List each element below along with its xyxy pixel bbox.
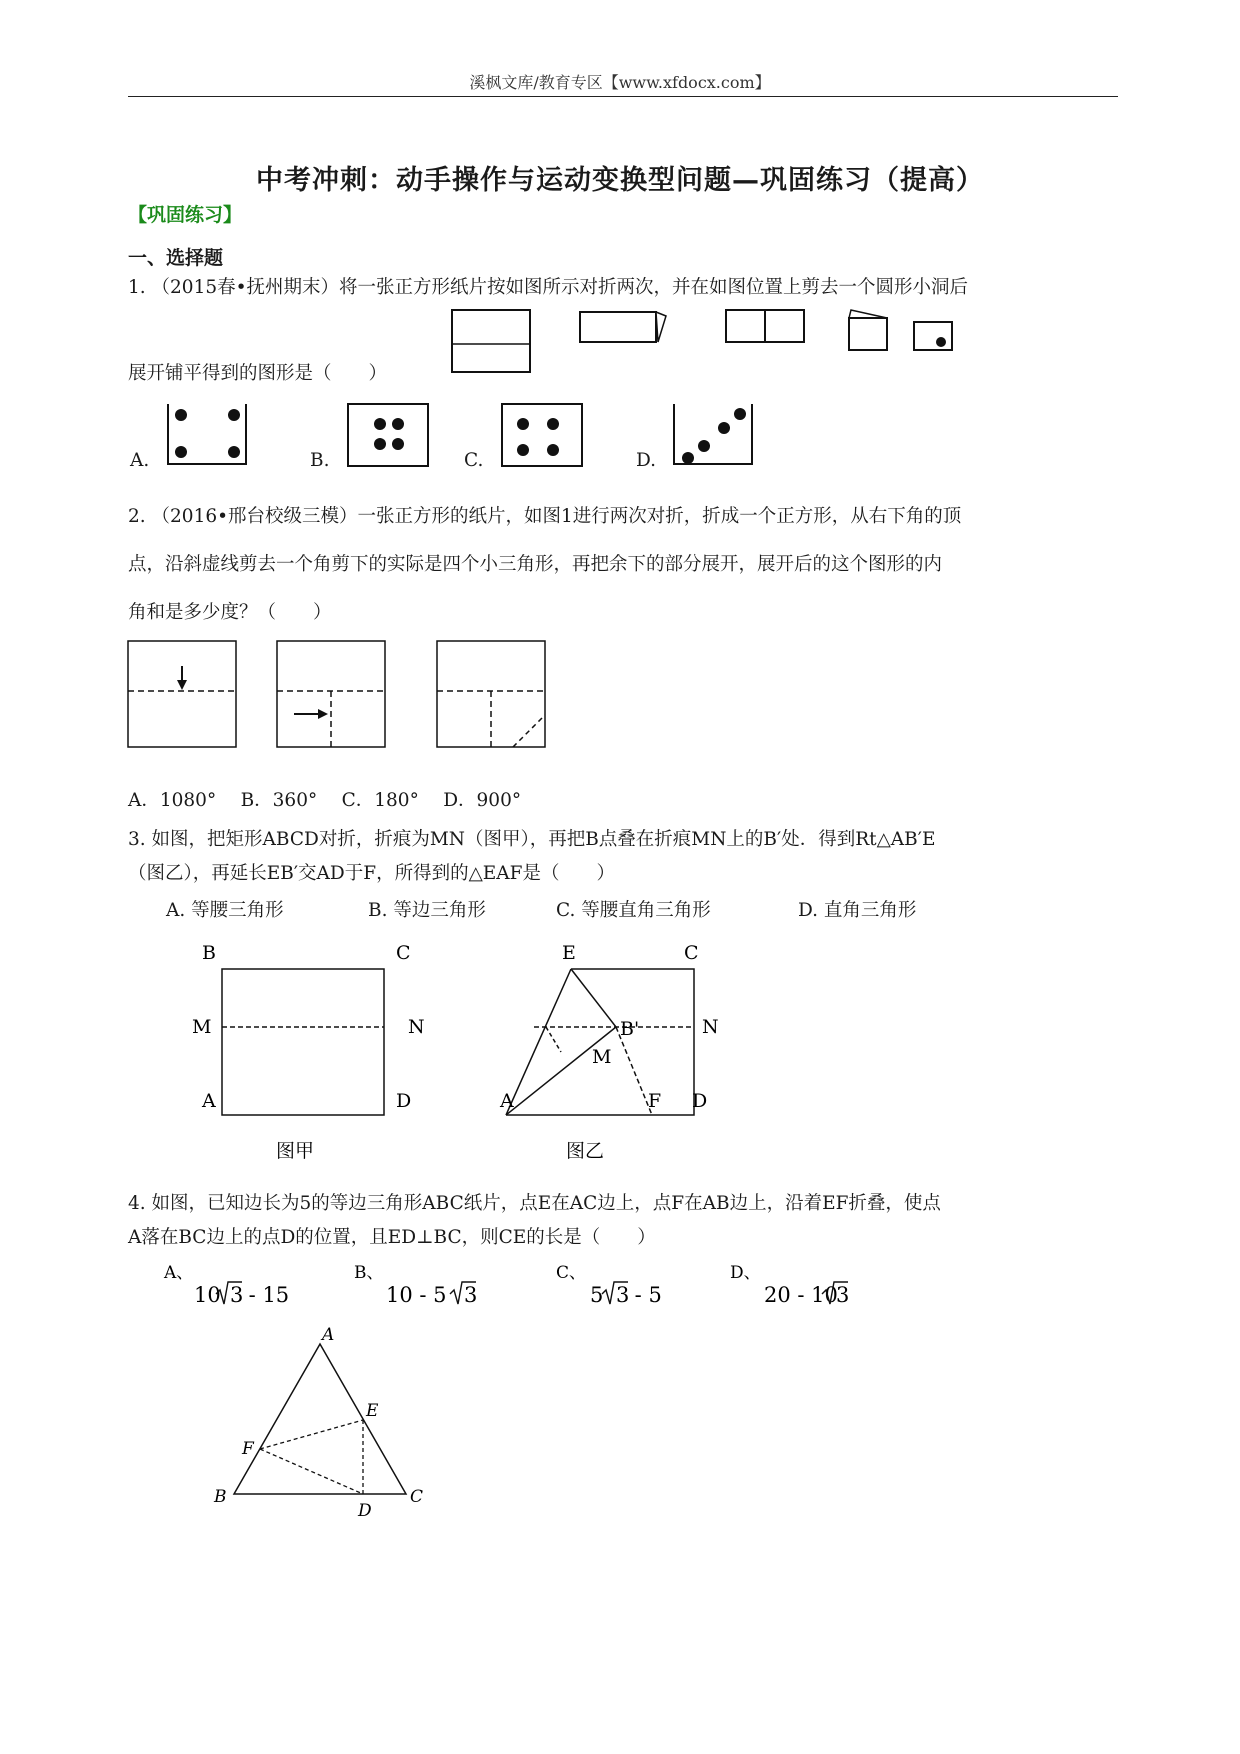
point-c-label: C — [396, 942, 411, 964]
q2-line3: 角和是多少度？（ ） — [128, 602, 332, 623]
q3-option-c: C. 等腰直角三角形 — [556, 900, 711, 921]
page-header: 溪枫文库/教育专区【www.xfdocx.com】 — [469, 73, 771, 92]
q3-option-a: A. 等腰三角形 — [166, 900, 284, 921]
svg-text:10 - 5: 10 - 5 — [386, 1283, 447, 1307]
svg-text:10: 10 — [194, 1283, 221, 1307]
q2-line1: 2. （2016•邢台校级三模）一张正方形的纸片，如图1进行两次对折，折成一个正方形，从右下角的顶 — [128, 506, 962, 527]
point-m2-label: M — [592, 1046, 612, 1068]
q3-figures — [180, 935, 740, 1165]
page-title: 中考冲刺：动手操作与运动变换型问题—巩固练习（提高） — [256, 165, 984, 196]
q1-line1: 1. （2015春•抚州期末）将一张正方形纸片按如图所示对折两次，并在如图位置上剪去一个圆形小洞后 — [128, 277, 969, 298]
q3-figure-jia — [192, 942, 425, 1162]
q1-folding-figure — [440, 300, 960, 380]
point-d2-label: D — [692, 1090, 708, 1112]
q3-line1: 3. 如图，把矩形ABCD对折，折痕为MN（图甲），再把B点叠在折痕MN上的B′处．得到Rt△AB′E — [128, 829, 936, 850]
figure-jia-caption: 图甲 — [276, 1140, 315, 1162]
q3-line2: （图乙），再延长EB′交AD于F，所得到的△EAF是（ ） — [128, 863, 616, 884]
q3-option-b: B. 等边三角形 — [368, 900, 486, 921]
point-f-label: F — [648, 1090, 662, 1112]
svg-text:A、: A、 — [164, 1263, 194, 1283]
q4-option-d — [730, 1263, 849, 1307]
fold-step-1 — [452, 310, 530, 372]
svg-text:C、: C、 — [556, 1263, 587, 1283]
point-e-label: E — [366, 1401, 379, 1421]
point-b-label: B — [202, 942, 216, 964]
svg-text:- 15: - 15 — [242, 1283, 290, 1307]
q1-option-a-label: A. — [130, 450, 150, 471]
header-divider — [128, 96, 1118, 97]
q4-options — [150, 1256, 850, 1312]
point-bprime-label: B' — [620, 1018, 640, 1040]
q4-option-c — [556, 1263, 662, 1307]
q4-line1: 4. 如图，已知边长为5的等边三角形ABC纸片，点E在AC边上，点F在AB边上，沿着EF折叠，使点 — [128, 1193, 941, 1214]
point-d-label: D — [358, 1501, 372, 1521]
part-heading: 一、选择题 — [128, 247, 224, 269]
q1-option-d-figure — [668, 400, 758, 470]
svg-text:3: 3 — [230, 1283, 244, 1307]
q1-line2: 展开铺平得到的图形是（ ） — [128, 363, 388, 384]
svg-text:- 5: - 5 — [628, 1283, 662, 1307]
svg-text:B、: B、 — [354, 1263, 384, 1283]
q4-option-b — [354, 1263, 477, 1307]
point-n-label: N — [408, 1016, 425, 1038]
q2-line2: 点，沿斜虚线剪去一个角剪下的实际是四个小三角形，再把余下的部分展开，展开后的这个图形的内 — [128, 554, 943, 575]
fold-step-4 — [849, 310, 887, 350]
point-d-label: D — [396, 1090, 412, 1112]
svg-text:5: 5 — [590, 1283, 604, 1307]
q1-option-c-figure — [498, 400, 588, 470]
point-c2-label: C — [684, 942, 699, 964]
q3-option-d: D. 直角三角形 — [798, 900, 917, 921]
point-b-label: B — [214, 1487, 227, 1507]
q2-figure-3 — [437, 641, 545, 747]
figure-yi-caption: 图乙 — [566, 1140, 605, 1162]
section-label: 【巩固练习】 — [128, 204, 243, 226]
q1-option-c-label: C. — [464, 450, 484, 471]
q1-option-b-figure — [344, 400, 434, 470]
svg-text:3: 3 — [464, 1283, 478, 1307]
point-f-label: F — [242, 1439, 254, 1459]
q1-option-d-label: D. — [636, 450, 657, 471]
svg-text:3: 3 — [836, 1283, 850, 1307]
point-a-label: A — [202, 1090, 216, 1112]
q1-option-b-label: B. — [310, 450, 330, 471]
q4-option-a — [163, 1263, 289, 1307]
svg-text:20 - 10: 20 - 10 — [764, 1283, 838, 1307]
point-c-label: C — [410, 1487, 424, 1507]
point-m-label: M — [192, 1016, 212, 1038]
fold-step-5 — [914, 322, 952, 350]
q3-figure-yi — [499, 942, 719, 1162]
q4-line2: A落在BC边上的点D的位置，且ED⊥BC，则CE的长是（ ） — [128, 1227, 656, 1248]
svg-text:D、: D、 — [730, 1263, 761, 1283]
point-n2-label: N — [702, 1016, 719, 1038]
point-a2-label: A — [500, 1090, 514, 1112]
q2-figure-1 — [128, 641, 236, 747]
q2-options: A．1080° B．360° C．180° D．900° — [128, 790, 522, 811]
q1-option-a-figure — [160, 400, 250, 470]
point-a-label: A — [322, 1325, 335, 1345]
q4-triangle-figure — [200, 1320, 440, 1530]
point-e-label: E — [562, 942, 576, 964]
fold-step-2 — [580, 312, 666, 342]
svg-text:3: 3 — [616, 1283, 630, 1307]
fold-step-3 — [726, 310, 804, 342]
q2-figure-2 — [277, 641, 385, 747]
q2-fold-figures — [124, 636, 564, 752]
